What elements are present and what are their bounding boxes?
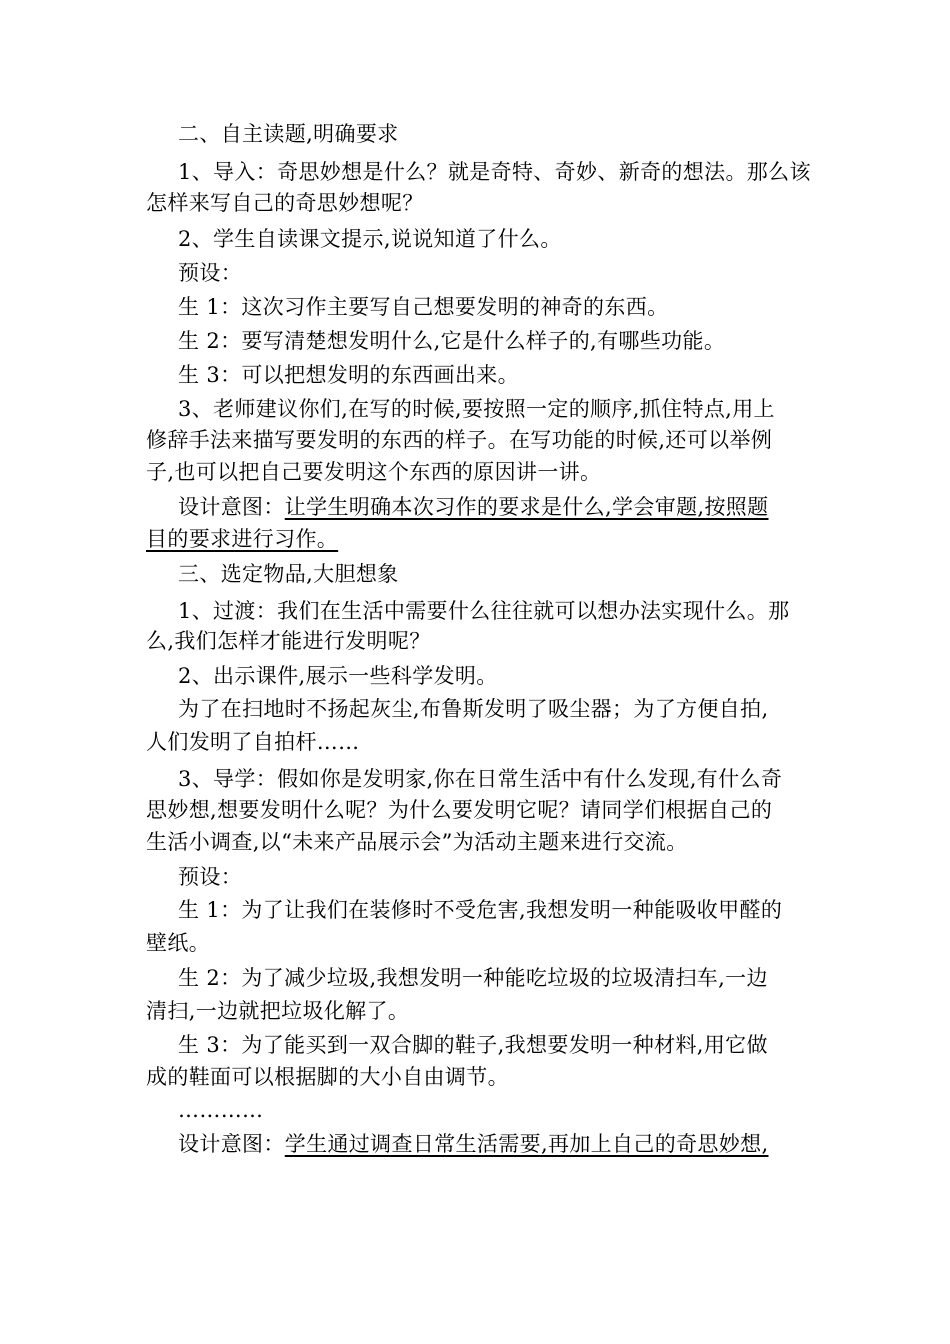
paragraph-line: 1、导入：奇思妙想是什么？就是奇特、奇妙、新奇的想法。那么该 xyxy=(178,160,811,184)
paragraph-line: 人们发明了自拍杆…… xyxy=(146,730,360,754)
design-intent-label: 设计意图： xyxy=(178,1132,285,1156)
design-intent-label: 设计意图： xyxy=(178,495,285,519)
paragraph-line: 预设： xyxy=(178,865,243,889)
design-intent-line xyxy=(178,490,810,524)
paragraph-line: 生 2：为了减少垃圾,我想发明一种能吃垃圾的垃圾清扫车,一边 xyxy=(178,966,768,990)
paragraph-line: 思妙想,想要发明什么呢？为什么要发明它呢？请同学们根据自己的 xyxy=(146,798,773,822)
paragraph-line: 生 3：为了能买到一双合脚的鞋子,我想要发明一种材料,用它做 xyxy=(178,1033,768,1057)
section-heading-2: 二、自主读题,明确要求 xyxy=(178,122,399,146)
design-intent-line xyxy=(146,522,810,556)
paragraph-line: 3、导学：假如你是发明家,你在日常生活中有什么发现,有什么奇 xyxy=(178,767,783,791)
paragraph-line: 生活小调查,以“未来产品展示会”为活动主题来进行交流。 xyxy=(146,830,688,854)
paragraph-line: 2、学生自读课文提示,说说知道了什么。 xyxy=(178,227,562,251)
design-intent-text: 让学生明确本次习作的要求是什么,学会审题,按照题 xyxy=(284,495,769,519)
paragraph-line: 预设： xyxy=(178,261,243,285)
paragraph-line: 3、老师建议你们,在写的时候,要按照一定的顺序,抓住特点,用上 xyxy=(178,397,775,421)
paragraph-line: 为了在扫地时不扬起灰尘,布鲁斯发明了吸尘器；为了方便自拍, xyxy=(178,697,769,721)
paragraph-line: 生 3：可以把想发明的东西画出来。 xyxy=(178,363,519,387)
design-intent-text: 目的要求进行习作。 xyxy=(146,527,339,551)
section-heading-3: 三、选定物品,大胆想象 xyxy=(178,562,399,586)
paragraph-line: 生 1：为了让我们在装修时不受危害,我想发明一种能吸收甲醛的 xyxy=(178,898,783,922)
paragraph-line: 清扫,一边就把垃圾化解了。 xyxy=(146,999,410,1023)
paragraph-line: 修辞手法来描写要发明的东西的样子。在写功能的时候,还可以举例 xyxy=(146,428,773,452)
design-intent-text: 学生通过调查日常生活需要,再加上自己的奇思妙想, xyxy=(284,1132,769,1156)
paragraph-line: 生 2：要写清楚想发明什么,它是什么样子的,有哪些功能。 xyxy=(178,329,726,353)
paragraph-line: 生 1：这次习作主要写自己想要发明的神奇的东西。 xyxy=(178,295,669,319)
paragraph-line: 壁纸。 xyxy=(146,931,211,955)
paragraph-line: 2、出示课件,展示一些科学发明。 xyxy=(178,664,498,688)
design-intent-line xyxy=(178,1127,810,1161)
paragraph-line: 1、过渡：我们在生活中需要什么往往就可以想办法实现什么。那 xyxy=(178,599,790,623)
paragraph-line: 子,也可以把自己要发明这个东西的原因讲一讲。 xyxy=(146,460,602,484)
paragraph-line: 成的鞋面可以根据脚的大小自由调节。 xyxy=(146,1065,509,1089)
paragraph-line: 怎样来写自己的奇思妙想呢？ xyxy=(146,191,424,215)
paragraph-line: 么,我们怎样才能进行发明呢？ xyxy=(146,629,431,653)
ellipsis-line: ………… xyxy=(178,1098,264,1122)
